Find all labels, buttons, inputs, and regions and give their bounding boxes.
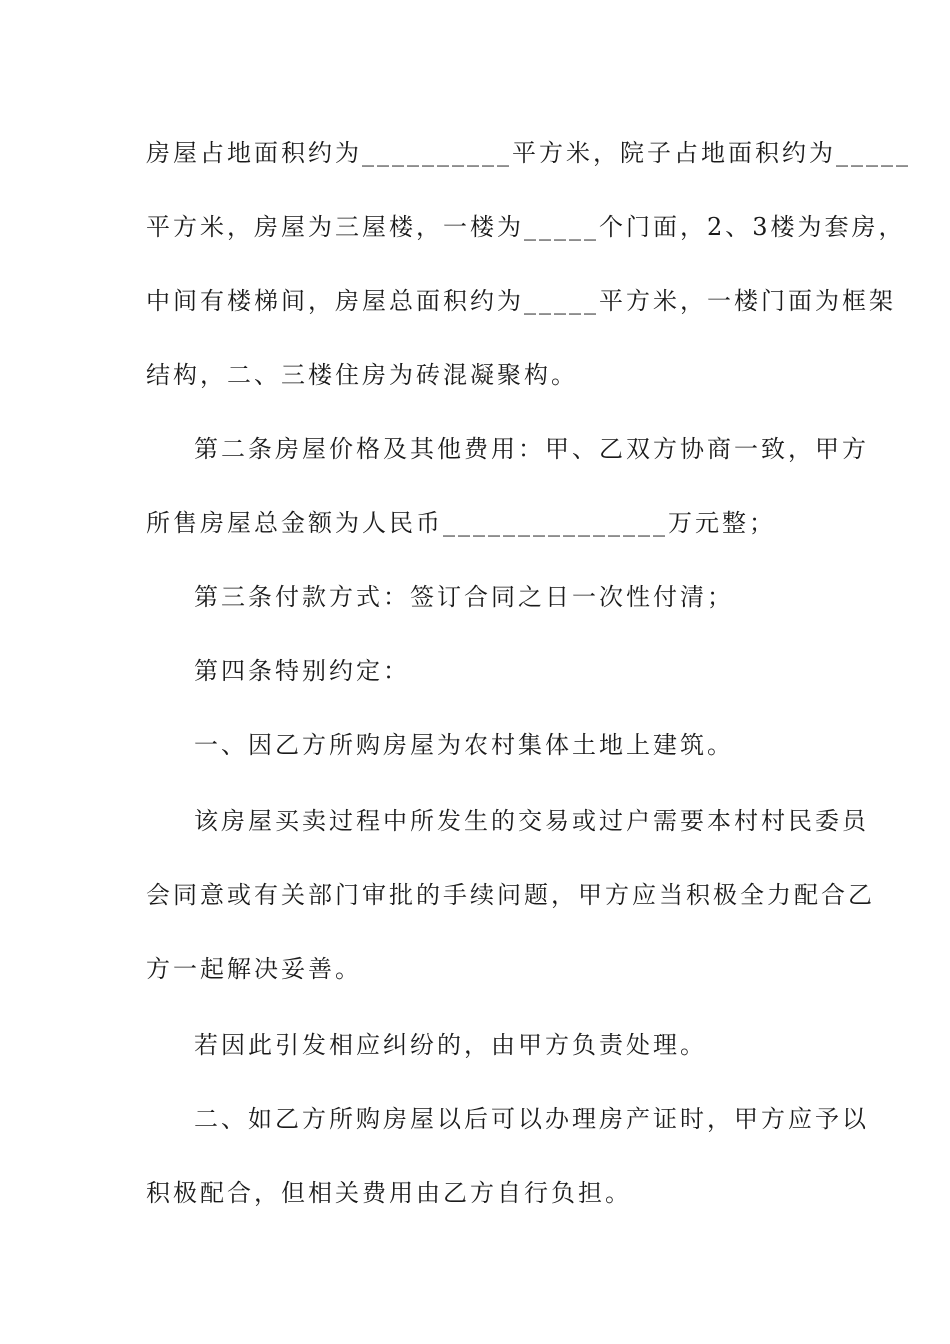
clause-2-heading: 第二条房屋价格及其他费用：甲、乙双方协商一致，甲方	[194, 435, 869, 463]
paragraph-line: 方一起解决妥善。	[146, 955, 362, 983]
paragraph-line: 房屋占地面积约为__________平方米，院子占地面积约为_____	[146, 139, 911, 167]
item-1: 一、因乙方所购房屋为农村集体土地上建筑。	[194, 731, 734, 759]
paragraph-line: 平方米，房屋为三屋楼，一楼为_____个门面，2、3楼为套房，	[146, 213, 906, 241]
paragraph-line: 所售房屋总金额为人民币_______________万元整；	[146, 509, 776, 537]
paragraph-line: 若因此引发相应纠纷的，由甲方负责处理。	[194, 1031, 707, 1059]
clause-3-heading: 第三条付款方式：签订合同之日一次性付清；	[194, 583, 734, 611]
paragraph-line: 会同意或有关部门审批的手续问题，甲方应当积极全力配合乙	[146, 881, 875, 909]
paragraph-line: 中间有楼梯间，房屋总面积约为_____平方米，一楼门面为框架	[146, 287, 896, 315]
paragraph-line: 积极配合，但相关费用由乙方自行负担。	[146, 1179, 632, 1207]
paragraph-line: 该房屋买卖过程中所发生的交易或过户需要本村村民委员	[194, 807, 869, 835]
paragraph-line: 结构，二、三楼住房为砖混凝聚构。	[146, 361, 578, 389]
clause-4-heading: 第四条特别约定：	[194, 657, 410, 685]
item-2: 二、如乙方所购房屋以后可以办理房产证时，甲方应予以	[194, 1105, 869, 1133]
